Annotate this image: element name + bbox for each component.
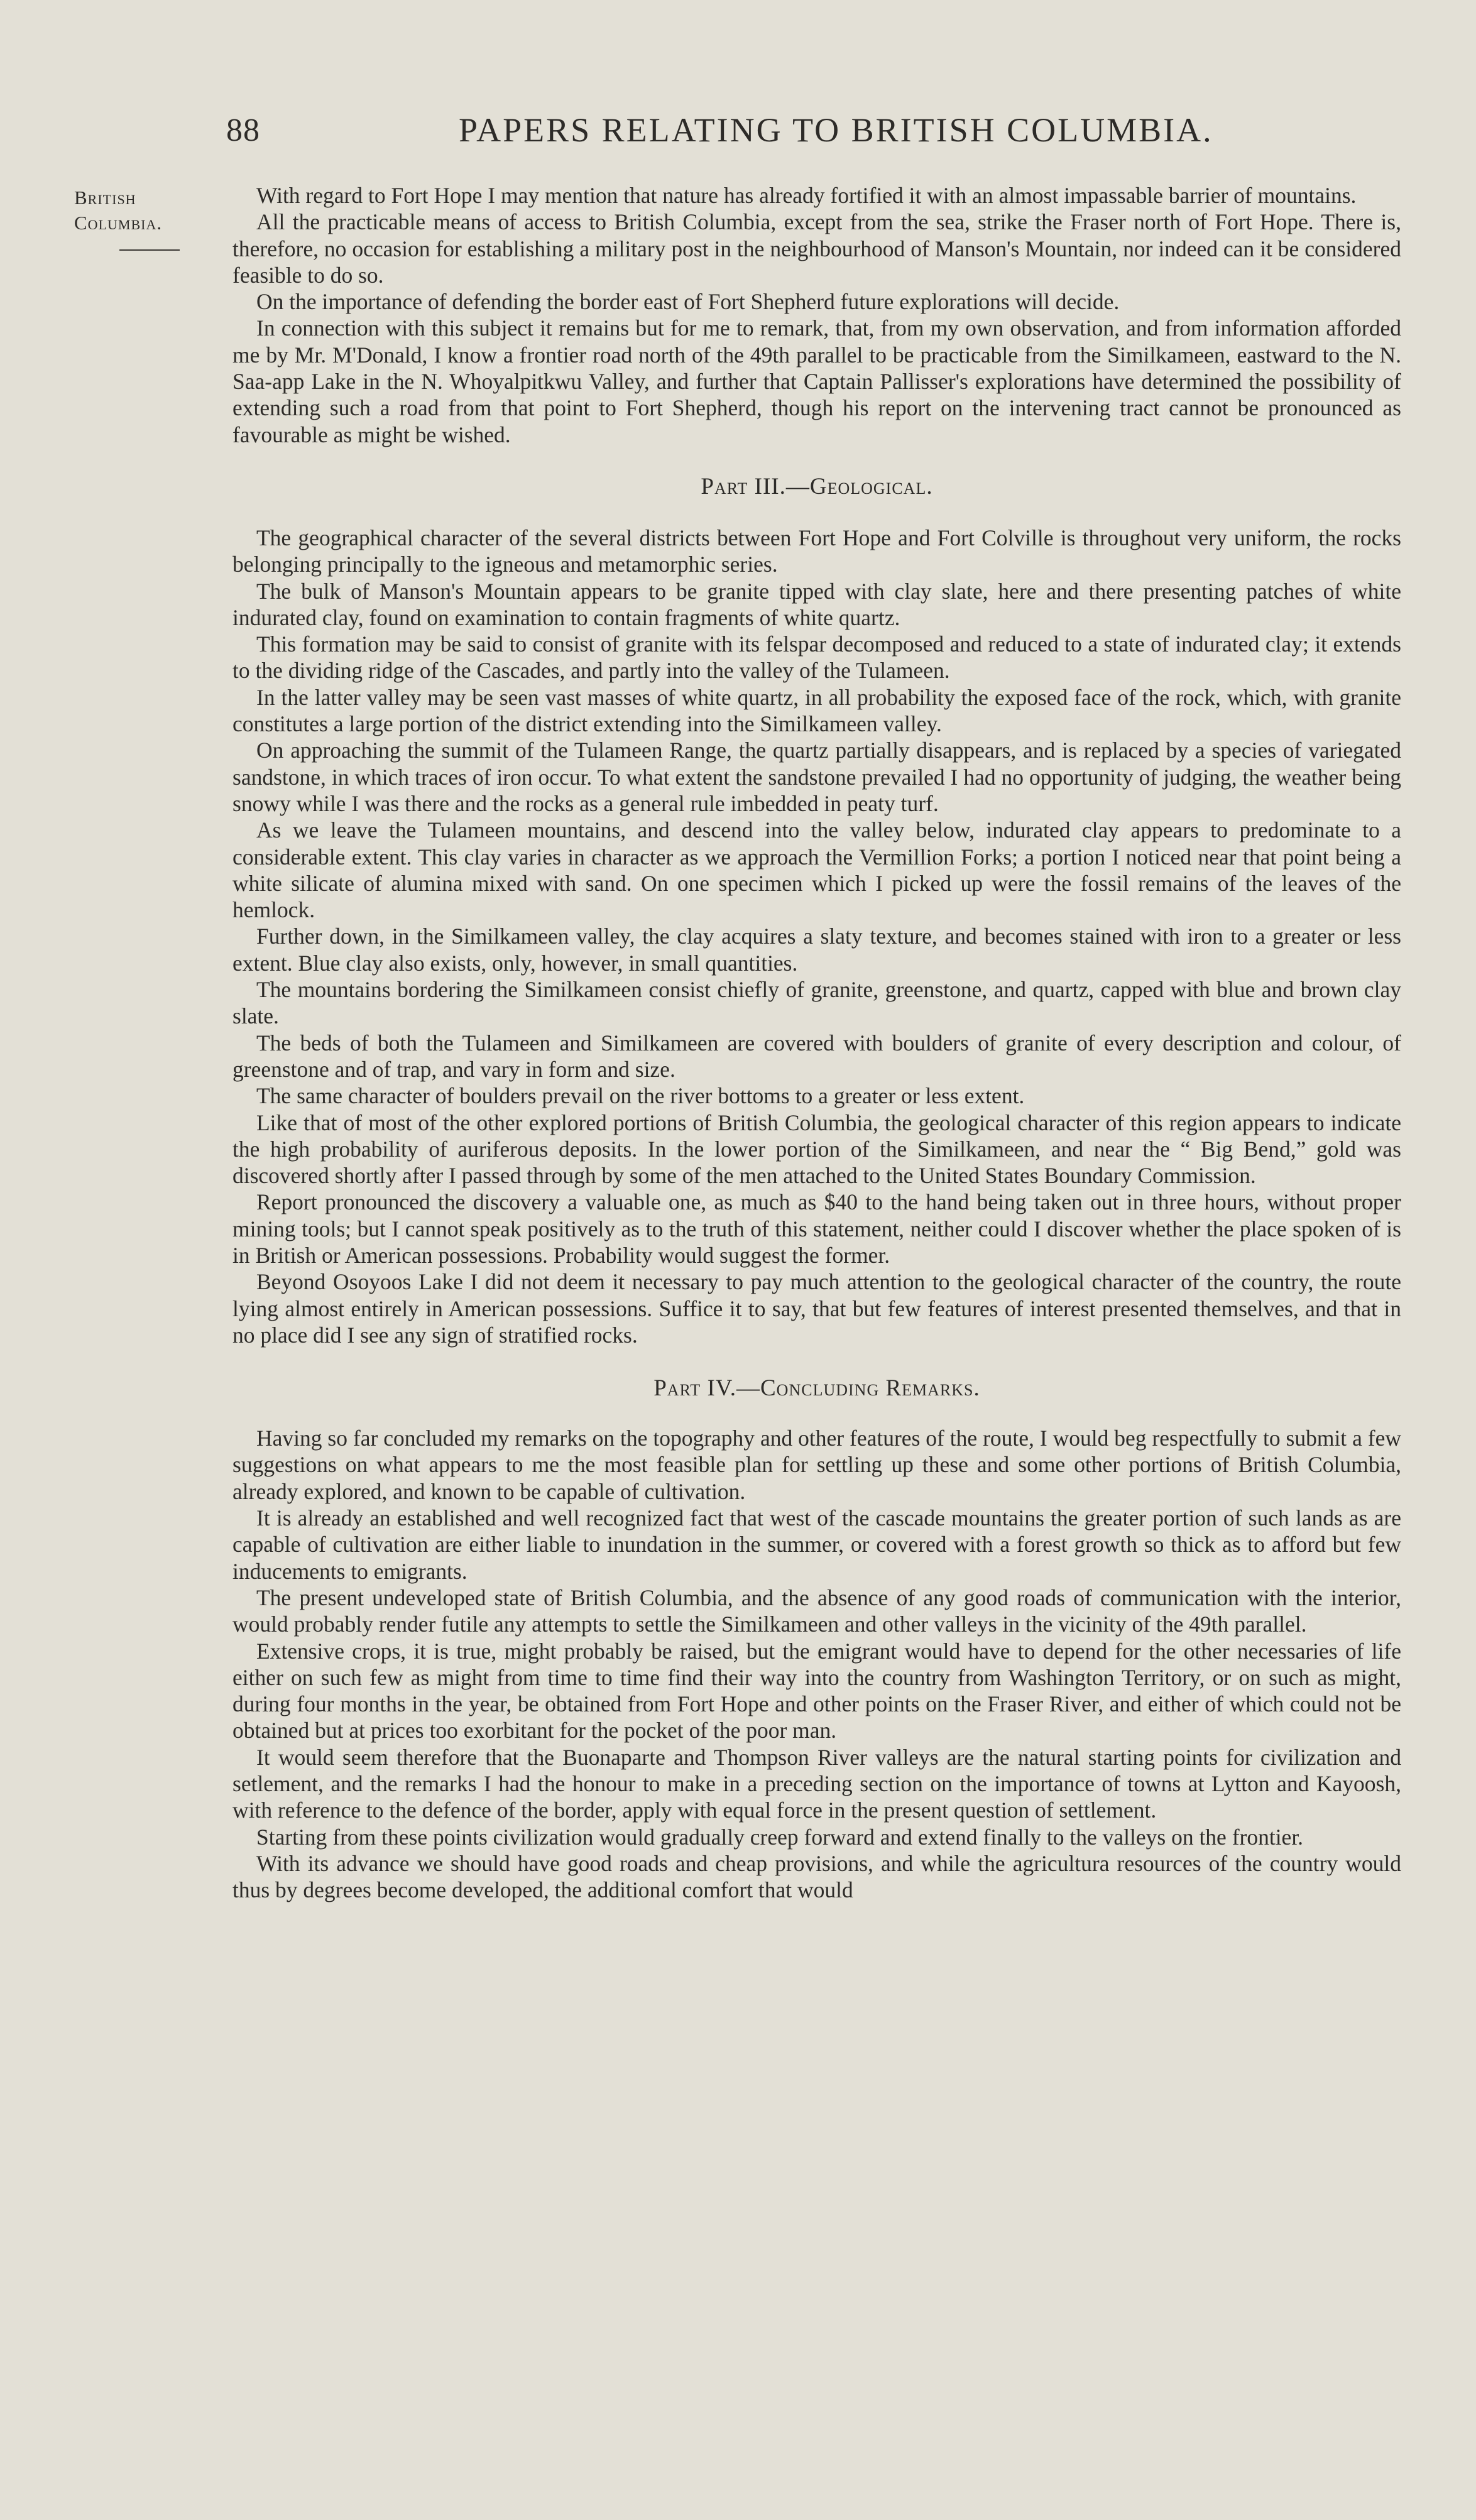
paragraph: Like that of most of the other explored portions of British Columbia, the geological character of this region appears to indicate the high probability of auriferous deposits. In the lower portion of the Similkameen, and near the “ Big Bend,” gold was discovered shortly after I passed through by some of the men attached to the United States Boundary Commission. bbox=[232, 1110, 1401, 1189]
body-text bbox=[232, 182, 1401, 1904]
paragraph: On the importance of defending the border east of Fort Shepherd future explorations will decide. bbox=[256, 289, 1120, 315]
margin-note-line-2: Columbia. bbox=[74, 212, 163, 234]
paragraph: Further down, in the Similkameen valley, the clay acquires a slaty texture, and becomes stained with iron to a greater or less extent. Blue clay also exists, only, however, in small quantities. bbox=[232, 924, 1401, 976]
paragraph: The same character of boulders prevail on the river bottoms to a greater or less extent. bbox=[256, 1083, 1025, 1109]
paragraph: Report pronounced the discovery a valuable one, as much as $40 to the hand being taken out in three hours, without proper mining tools; but I cannot speak positively as to the truth of this statement, neither could I discover whether the place spoken of is in British or American possessions. Probability would suggest the former. bbox=[232, 1189, 1401, 1268]
page-number: 88 bbox=[226, 112, 260, 148]
section-heading-part-4: Part IV.—Concluding Remarks. bbox=[653, 1375, 980, 1402]
paragraph: With its advance we should have good roads and cheap provisions, and while the agricultura resources of the country would thus by degrees become developed, the additional comfort that would bbox=[232, 1850, 1401, 1903]
section-heading-part-3: Part III.—Geological. bbox=[701, 473, 933, 499]
paragraph: In the latter valley may be seen vast masses of white quartz, in all probability the exposed face of the rock, which, with granite constitutes a large portion of the district extending into the Similkameen valley. bbox=[232, 684, 1401, 737]
paragraph: The beds of both the Tulameen and Similkameen are covered with boulders of granite of every description and colour, of greenstone and of trap, and vary in form and size. bbox=[232, 1030, 1401, 1082]
paragraph: It is already an established and well recognized fact that west of the cascade mountains the greater portion of such lands as are capable of cultivation are either liable to inundation in the summer, or covered with a forest growth so thick as to afford but few inducements to emigrants. bbox=[232, 1505, 1401, 1584]
paragraph: All the practicable means of access to British Columbia, except from the sea, strike the Fraser north of Fort Hope. There is, therefore, no occasion for establishing a military post in the neighbourhood of Manson's Mountain, nor indeed can it be considered feasible to do so. bbox=[232, 209, 1401, 288]
margin-note bbox=[74, 185, 206, 251]
margin-note-line-1: British bbox=[74, 187, 136, 209]
paragraph: It would seem therefore that the Buonaparte and Thompson River valleys are the natural starting points for civilization and setlement, and the remarks I had the honour to make in a preceding section on the importance of towns at Lytton and Kayoosh, with reference to the defence of the border, apply with equal force in the present question of settlement. bbox=[232, 1744, 1401, 1823]
paragraph: Beyond Osoyoos Lake I did not deem it necessary to pay much attention to the geological character of the country, the route lying almost entirely in American possessions. Suffice it to say, that but few features of interest presented themselves, and that in no place did I see any sign of stratified rocks. bbox=[232, 1269, 1401, 1348]
paragraph: As we leave the Tulameen mountains, and descend into the valley below, indurated clay appears to predominate to a considerable extent. This clay varies in character as we approach the Vermillion Forks; a portion I noticed near that point being a white silicate of alumina mixed with sand. On one specimen which I picked up were the fossil remains of the leaves of the hemlock. bbox=[232, 817, 1401, 923]
paragraph: The present undeveloped state of British Columbia, and the absence of any good roads of communication with the interior, would probably render futile any attempts to settle the Similkameen and other valleys in the vicinity of the 49th parallel. bbox=[232, 1585, 1401, 1637]
paragraph: Having so far concluded my remarks on the topography and other features of the route, I would beg respectfully to submit a few suggestions on what appears to me the most feasible plan for settling up these and some other portions of British Columbia, already explored, and known to be capable of cultivation. bbox=[232, 1426, 1401, 1504]
running-title: PAPERS RELATING TO BRITISH COLUMBIA. bbox=[459, 111, 1213, 149]
paragraph: This formation may be said to consist of granite with its felspar decomposed and reduced to a state of indurated clay; it extends to the dividing ridge of the Cascades, and partly into the valley of the Tulameen. bbox=[232, 631, 1401, 684]
paragraph: Starting from these points civilization would gradually creep forward and extend finally to the valleys on the frontier. bbox=[256, 1824, 1304, 1850]
paragraph: On approaching the summit of the Tulameen Range, the quartz partially disappears, and is replaced by a species of variegated sandstone, in which traces of iron occur. To what extent the sandstone prevailed I had no opportunity of judging, the weather being snowy while I was there and the rocks as a general rule imbedded in peaty turf. bbox=[232, 738, 1401, 816]
paragraph: The bulk of Manson's Mountain appears to be granite tipped with clay slate, here and there presenting patches of white indurated clay, found on examination to contain fragments of white quartz. bbox=[232, 578, 1401, 630]
paragraph: The geographical character of the several districts between Fort Hope and Fort Colville is throughout very uniform, the rocks belonging principally to the igneous and metamorphic series. bbox=[232, 525, 1401, 577]
page-header bbox=[0, 107, 1476, 157]
paragraph: With regard to Fort Hope I may mention that nature has already fortified it with an almost impassable barrier of mountains. bbox=[256, 183, 1357, 208]
paragraph: The mountains bordering the Similkameen consist chiefly of granite, greenstone, and quartz, capped with blue and brown clay slate. bbox=[232, 977, 1401, 1029]
margin-note-rule bbox=[119, 249, 180, 251]
paragraph: In connection with this subject it remains but for me to remark, that, from my own observation, and from information afforded me by Mr. M'Donald, I know a frontier road north of the 49th parallel to be practicable from the Similkameen, eastward to the N. Saa-app Lake in the N. Whoyalpitkwu Valley, and further that Captain Pallisser's explorations have determined the possibility of extending such a road from that point to Fort Shepherd, though his report on the intervening tract cannot be pronounced as favourable as might be wished. bbox=[232, 315, 1401, 447]
paragraph: Extensive crops, it is true, might probably be raised, but the emigrant would have to depend for the other necessaries of life either on such few as might from time to time find their way into the country from Washington Territory, or on such as might, during four months in the year, be obtained from Fort Hope and other points on the Fraser River, and either of which could not be obtained but at prices too exorbitant for the pocket of the poor man. bbox=[232, 1638, 1401, 1743]
